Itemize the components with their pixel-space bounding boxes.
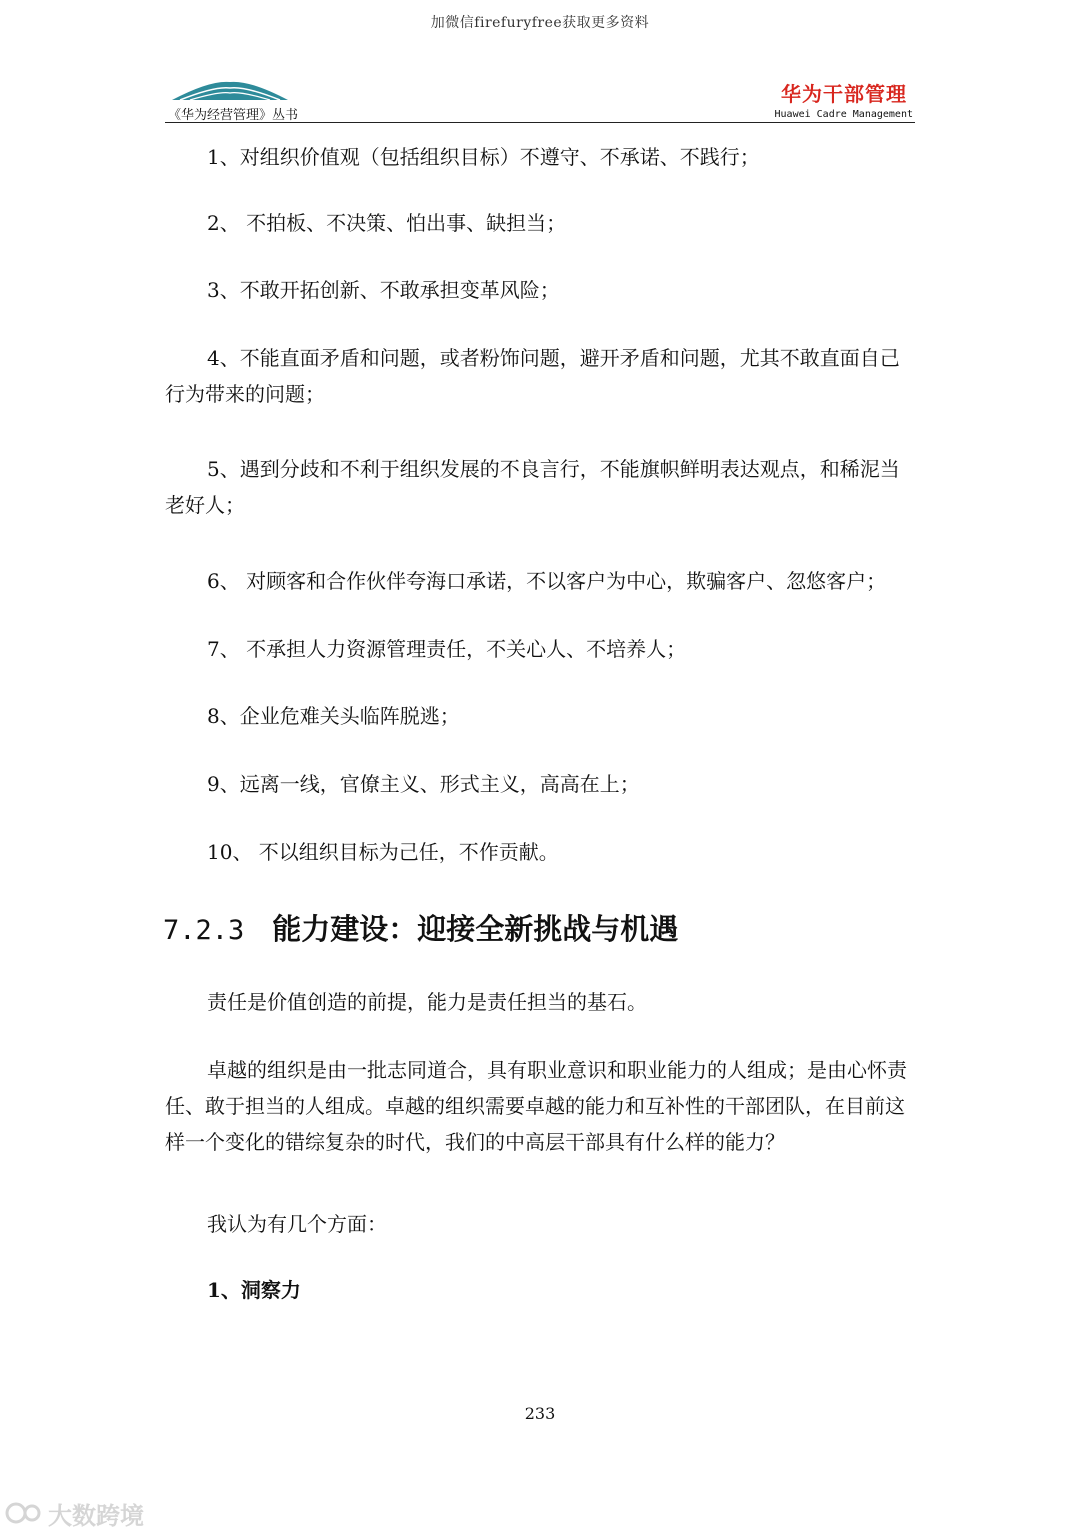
list-item-10: 10、 不以组织目标为己任，不作贡献。 [207,840,559,864]
section-number: 7.2.3 [163,915,245,946]
list-item-4: 4、不能直面矛盾和问题，或者粉饰问题，避开矛盾和问题，尤其不敢直面自己行为带来的问题； [165,346,900,406]
section-title: 能力建设：迎接全新挑战与机遇 [272,912,679,946]
body-paragraph-2: 卓越的组织是由一批志同道合，具有职业意识和职业能力的人组成；是由心怀责任、敢于担当的人组成。卓越的组织需要卓越的能力和互补性的干部团队，在目前这样一个变化的错综复杂的时代，我们的中高层干部具有什么样的能力？ [165,1058,907,1154]
list-item-2: 2、 不拍板、不决策、怕出事、缺担当； [207,211,567,235]
watermark-logo-icon [4,1499,44,1527]
list-item-7: 7、 不承担人力资源管理责任，不关心人、不培养人； [207,637,687,661]
list-item-3: 3、不敢开拓创新、不敢承担变革风险； [207,278,560,302]
body-paragraph-1: 责任是价值创造的前提，能力是责任担当的基石。 [207,990,647,1014]
list-item-8: 8、企业危难关头临阵脱逃； [207,704,460,728]
list-item-5: 5、遇到分歧和不利于组织发展的不良言行，不能旗帜鲜明表达观点，和稀泥当老好人； [165,457,900,517]
series-logo [170,78,290,106]
list-item-9: 9、远离一线，官僚主义、形式主义，高高在上； [207,772,640,796]
top-note: 加微信firefuryfree获取更多资料 [430,15,650,31]
brand-title-cn: 华为干部管理 [781,82,907,106]
subheading: 1、洞察力 [207,1278,301,1302]
page-number: 233 [524,1404,556,1423]
watermark [4,1497,144,1529]
brand-title-en: Huawei Cadre Management [774,109,913,120]
body-paragraph-3: 我认为有几个方面： [207,1212,387,1236]
header-divider [165,122,915,123]
section-heading [163,907,678,948]
list-item-6: 6、 对顾客和合作伙伴夸海口承诺，不以客户为中心，欺骗客户、忽悠客户； [207,569,887,593]
watermark-text: 大数跨境 [48,1501,144,1530]
list-item-1: 1、对组织价值观（包括组织目标）不遵守、不承诺、不践行； [207,145,760,169]
series-title: 《华为经营管理》丛书 [168,108,299,123]
